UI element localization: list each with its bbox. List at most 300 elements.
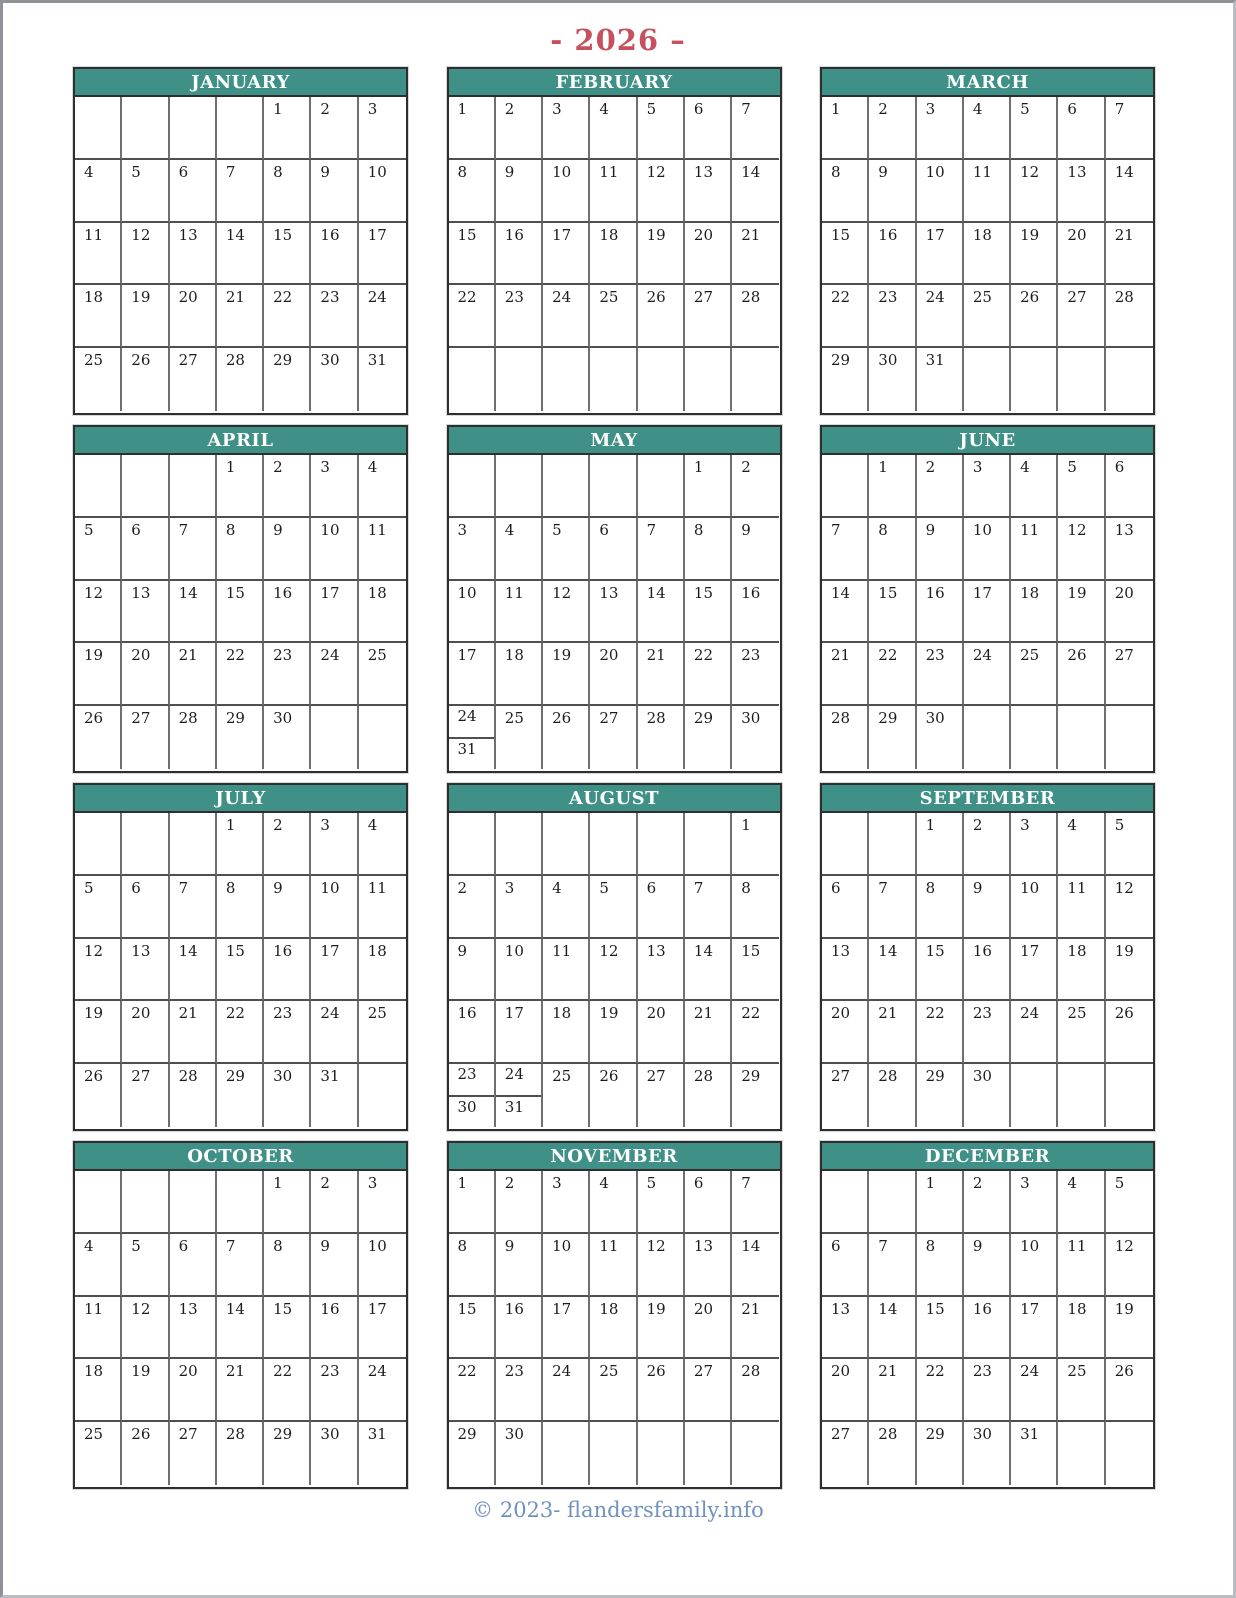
day-cell: 18 <box>1058 939 1105 1002</box>
day-cell: 30 <box>496 1422 543 1485</box>
day-cell-empty <box>638 348 685 411</box>
day-cell-empty <box>732 348 779 411</box>
day-cell: 16 <box>264 581 311 644</box>
day-cell-empty <box>75 813 122 876</box>
day-cell: 13 <box>170 1297 217 1360</box>
day-cell: 23 <box>496 285 543 348</box>
day-cell: 19 <box>590 1001 637 1064</box>
day-cell: 24 <box>359 1359 406 1422</box>
day-cell: 20 <box>122 643 169 706</box>
day-cell: 8 <box>732 876 779 939</box>
day-cell: 8 <box>449 1234 496 1297</box>
day-cell: 21 <box>869 1359 916 1422</box>
day-cell: 15 <box>685 581 732 644</box>
day-cell: 20 <box>1106 581 1153 644</box>
day-cell: 10 <box>311 876 358 939</box>
day-cell: 26 <box>1058 643 1105 706</box>
day-cell: 15 <box>917 1297 964 1360</box>
month-september <box>820 783 1155 1131</box>
day-cell: 4 <box>75 160 122 223</box>
day-cell: 20 <box>822 1359 869 1422</box>
day-cell-empty <box>1011 1064 1058 1127</box>
day-cell: 28 <box>869 1422 916 1485</box>
year-title: - 2026 – <box>550 23 686 57</box>
day-cell: 27 <box>638 1064 685 1127</box>
day-cell: 27 <box>590 706 637 769</box>
day-cell: 17 <box>359 223 406 286</box>
day-cell-empty <box>590 1422 637 1485</box>
day-cell: 15 <box>449 1297 496 1360</box>
day-cell: 16 <box>311 1297 358 1360</box>
day-cell: 7 <box>685 876 732 939</box>
day-cell: 4 <box>543 876 590 939</box>
day-cell-empty <box>449 813 496 876</box>
day-cell: 8 <box>917 1234 964 1297</box>
day-cell: 9 <box>869 160 916 223</box>
month-days-grid <box>75 1171 406 1485</box>
day-cell: 19 <box>1106 1297 1153 1360</box>
day-cell: 22 <box>685 643 732 706</box>
day-cell: 29 <box>264 348 311 411</box>
day-cell: 3 <box>496 876 543 939</box>
month-header: OCTOBER <box>75 1143 406 1171</box>
day-cell: 22 <box>869 643 916 706</box>
day-cell-split-top: 24 <box>496 1064 541 1096</box>
day-cell: 16 <box>917 581 964 644</box>
day-cell: 31 <box>917 348 964 411</box>
day-cell: 17 <box>359 1297 406 1360</box>
day-cell: 2 <box>311 97 358 160</box>
day-cell: 12 <box>1106 876 1153 939</box>
day-cell: 30 <box>264 1064 311 1127</box>
day-cell: 8 <box>264 160 311 223</box>
day-cell: 21 <box>869 1001 916 1064</box>
day-cell: 24 <box>543 1359 590 1422</box>
day-cell-empty <box>822 813 869 876</box>
day-cell-split-top: 23 <box>449 1064 494 1096</box>
day-cell: 27 <box>685 1359 732 1422</box>
month-october <box>73 1141 408 1489</box>
day-cell: 30 <box>869 348 916 411</box>
day-cell: 13 <box>122 939 169 1002</box>
day-cell: 3 <box>1011 1171 1058 1234</box>
day-cell: 12 <box>1058 518 1105 581</box>
day-cell-empty <box>122 813 169 876</box>
day-cell-split <box>496 1064 543 1127</box>
day-cell: 19 <box>122 285 169 348</box>
day-cell: 14 <box>732 1234 779 1297</box>
day-cell: 28 <box>217 1422 264 1485</box>
day-cell: 2 <box>496 97 543 160</box>
day-cell: 28 <box>217 348 264 411</box>
day-cell-empty <box>359 1064 406 1127</box>
day-cell: 14 <box>685 939 732 1002</box>
day-cell-empty <box>122 455 169 518</box>
day-cell: 24 <box>917 285 964 348</box>
day-cell-empty <box>170 97 217 160</box>
day-cell: 13 <box>685 160 732 223</box>
day-cell: 9 <box>732 518 779 581</box>
day-cell: 30 <box>964 1064 1011 1127</box>
day-cell-empty <box>590 348 637 411</box>
month-december <box>820 1141 1155 1489</box>
month-header: AUGUST <box>449 785 780 813</box>
day-cell-empty <box>732 1422 779 1485</box>
day-cell-split-bottom: 31 <box>457 739 477 758</box>
day-cell: 11 <box>75 1297 122 1360</box>
day-cell-empty <box>1106 1064 1153 1127</box>
day-cell-empty <box>1011 348 1058 411</box>
day-cell: 31 <box>367 1425 387 1444</box>
day-cell: 19 <box>638 1297 685 1360</box>
day-cell: 3 <box>359 97 406 160</box>
day-cell: 6 <box>822 1234 869 1297</box>
day-cell: 21 <box>732 1297 779 1360</box>
day-cell-empty <box>75 97 122 160</box>
copyright-footer: © 2023- flandersfamily.info <box>472 1498 764 1522</box>
day-cell-empty <box>964 706 1011 769</box>
day-cell: 4 <box>590 97 637 160</box>
day-cell: 27 <box>170 348 217 411</box>
day-cell: 10 <box>543 1234 590 1297</box>
day-cell: 25 <box>75 348 122 411</box>
day-cell: 5 <box>75 876 122 939</box>
day-cell-empty <box>122 97 169 160</box>
day-cell: 20 <box>170 285 217 348</box>
day-cell: 12 <box>1106 1234 1153 1297</box>
day-cell: 4 <box>359 813 406 876</box>
day-cell: 12 <box>122 1297 169 1360</box>
day-cell: 10 <box>1011 876 1058 939</box>
day-cell-empty <box>638 1422 685 1485</box>
months-grid <box>3 67 1233 1489</box>
day-cell-empty <box>449 348 496 411</box>
day-cell: 2 <box>496 1171 543 1234</box>
day-cell: 5 <box>122 1234 169 1297</box>
month-days-grid <box>449 813 780 1127</box>
day-cell: 14 <box>822 581 869 644</box>
day-cell-empty <box>1058 1064 1105 1127</box>
day-cell: 9 <box>311 1234 358 1297</box>
day-cell: 23 <box>964 1001 1011 1064</box>
day-cell: 19 <box>638 223 685 286</box>
day-cell-split-bottom: 31 <box>504 1097 524 1116</box>
day-cell: 15 <box>264 1297 311 1360</box>
day-cell: 30 <box>264 706 311 769</box>
day-cell: 5 <box>1106 1171 1153 1234</box>
month-november <box>447 1141 782 1489</box>
day-cell: 7 <box>170 876 217 939</box>
day-cell: 12 <box>638 1234 685 1297</box>
day-cell: 26 <box>1011 285 1058 348</box>
day-cell: 16 <box>732 581 779 644</box>
month-header: MARCH <box>822 69 1153 97</box>
day-cell-empty <box>1106 706 1153 769</box>
day-cell: 29 <box>917 1422 964 1485</box>
day-cell: 21 <box>822 643 869 706</box>
month-days-grid <box>75 813 406 1127</box>
day-cell: 4 <box>1058 1171 1105 1234</box>
day-cell: 27 <box>122 706 169 769</box>
day-cell: 19 <box>122 1359 169 1422</box>
day-cell: 23 <box>732 643 779 706</box>
day-cell: 5 <box>638 1171 685 1234</box>
day-cell: 9 <box>964 1234 1011 1297</box>
day-cell: 30 <box>311 1422 358 1485</box>
day-cell: 21 <box>170 1001 217 1064</box>
day-cell: 14 <box>869 939 916 1002</box>
day-cell: 2 <box>869 97 916 160</box>
day-cell: 9 <box>964 876 1011 939</box>
day-cell: 7 <box>217 1234 264 1297</box>
day-cell: 30 <box>741 709 761 728</box>
day-cell: 12 <box>75 939 122 1002</box>
day-cell: 1 <box>449 97 496 160</box>
day-cell: 11 <box>359 876 406 939</box>
day-cell: 19 <box>543 643 590 706</box>
month-header: NOVEMBER <box>449 1143 780 1171</box>
day-cell: 4 <box>590 1171 637 1234</box>
day-cell: 13 <box>1058 160 1105 223</box>
day-cell: 24 <box>359 285 406 348</box>
day-cell: 17 <box>1011 939 1058 1002</box>
month-days-grid <box>822 1171 1153 1485</box>
day-cell: 29 <box>449 1422 496 1485</box>
day-cell-empty <box>590 455 637 518</box>
month-january <box>73 67 408 415</box>
day-cell: 16 <box>964 939 1011 1002</box>
day-cell: 15 <box>217 939 264 1002</box>
day-cell: 22 <box>917 1001 964 1064</box>
day-cell: 6 <box>638 876 685 939</box>
day-cell: 11 <box>1011 518 1058 581</box>
day-cell: 25 <box>590 1359 637 1422</box>
month-header: MAY <box>449 427 780 455</box>
day-cell: 8 <box>685 518 732 581</box>
day-cell: 31 <box>367 351 387 370</box>
day-cell: 5 <box>122 160 169 223</box>
day-cell-empty <box>496 813 543 876</box>
day-cell-empty <box>496 455 543 518</box>
day-cell-empty <box>543 813 590 876</box>
day-cell-empty <box>822 1171 869 1234</box>
day-cell: 7 <box>1106 97 1153 160</box>
day-cell: 27 <box>822 1064 869 1127</box>
day-cell-empty <box>638 813 685 876</box>
day-cell-empty <box>964 348 1011 411</box>
day-cell-empty <box>359 706 406 769</box>
day-cell: 20 <box>170 1359 217 1422</box>
day-cell: 20 <box>822 1001 869 1064</box>
day-cell: 23 <box>869 285 916 348</box>
day-cell: 17 <box>1011 1297 1058 1360</box>
day-cell: 1 <box>264 97 311 160</box>
day-cell-empty <box>75 455 122 518</box>
day-cell: 17 <box>496 1001 543 1064</box>
day-cell: 17 <box>543 223 590 286</box>
day-cell: 25 <box>590 285 637 348</box>
day-cell-empty <box>1058 706 1105 769</box>
day-cell: 7 <box>869 876 916 939</box>
day-cell: 6 <box>170 160 217 223</box>
day-cell: 29 <box>217 706 264 769</box>
day-cell: 19 <box>1011 223 1058 286</box>
day-cell: 10 <box>449 581 496 644</box>
day-cell: 22 <box>264 1359 311 1422</box>
day-cell: 9 <box>311 160 358 223</box>
day-cell: 23 <box>264 1001 311 1064</box>
day-cell: 2 <box>732 455 779 518</box>
day-cell-empty <box>638 455 685 518</box>
day-cell: 27 <box>1106 643 1153 706</box>
day-cell: 29 <box>869 706 916 769</box>
day-cell: 6 <box>822 876 869 939</box>
month-header: JANUARY <box>75 69 406 97</box>
day-cell: 11 <box>496 581 543 644</box>
day-cell-empty <box>449 455 496 518</box>
day-cell: 6 <box>685 97 732 160</box>
day-cell: 4 <box>964 97 1011 160</box>
day-cell: 2 <box>917 455 964 518</box>
day-cell: 13 <box>1106 518 1153 581</box>
day-cell: 10 <box>964 518 1011 581</box>
day-cell: 21 <box>217 285 264 348</box>
day-cell: 20 <box>685 223 732 286</box>
day-cell-empty <box>217 1171 264 1234</box>
day-cell: 28 <box>822 706 869 769</box>
month-days-grid <box>449 1171 780 1485</box>
day-cell: 10 <box>917 160 964 223</box>
day-cell: 2 <box>964 1171 1011 1234</box>
day-cell: 25 <box>964 285 1011 348</box>
day-cell: 22 <box>449 1359 496 1422</box>
day-cell: 10 <box>359 1234 406 1297</box>
day-cell: 21 <box>1106 223 1153 286</box>
day-cell: 5 <box>590 876 637 939</box>
day-cell: 22 <box>217 1001 264 1064</box>
day-cell: 10 <box>311 518 358 581</box>
day-cell: 4 <box>496 518 543 581</box>
day-cell: 7 <box>732 97 779 160</box>
day-cell: 17 <box>311 939 358 1002</box>
day-cell: 1 <box>217 455 264 518</box>
day-cell: 6 <box>1058 97 1105 160</box>
day-cell-empty <box>75 1171 122 1234</box>
day-cell: 26 <box>590 1064 637 1127</box>
day-cell: 18 <box>75 285 122 348</box>
day-cell: 10 <box>543 160 590 223</box>
month-august <box>447 783 782 1131</box>
day-cell: 28 <box>732 285 779 348</box>
day-cell: 7 <box>732 1171 779 1234</box>
day-cell: 18 <box>543 1001 590 1064</box>
month-header: APRIL <box>75 427 406 455</box>
day-cell: 15 <box>732 939 779 1002</box>
day-cell: 2 <box>449 876 496 939</box>
day-cell-empty <box>869 1171 916 1234</box>
day-cell: 21 <box>170 643 217 706</box>
day-cell: 14 <box>638 581 685 644</box>
day-cell: 13 <box>590 581 637 644</box>
day-cell: 13 <box>822 1297 869 1360</box>
day-cell: 18 <box>590 223 637 286</box>
day-cell-empty <box>869 813 916 876</box>
day-cell: 13 <box>638 939 685 1002</box>
day-cell: 14 <box>732 160 779 223</box>
day-cell: 21 <box>732 223 779 286</box>
day-cell: 28 <box>170 706 217 769</box>
day-cell: 3 <box>449 518 496 581</box>
day-cell: 1 <box>449 1171 496 1234</box>
day-cell-empty <box>1058 348 1105 411</box>
day-cell: 21 <box>638 643 685 706</box>
day-cell: 12 <box>638 160 685 223</box>
day-cell: 21 <box>217 1359 264 1422</box>
day-cell: 12 <box>1011 160 1058 223</box>
day-cell: 8 <box>264 1234 311 1297</box>
day-cell: 23 <box>311 285 358 348</box>
day-cell-empty <box>170 1171 217 1234</box>
day-cell: 20 <box>590 643 637 706</box>
day-cell: 11 <box>1058 876 1105 939</box>
month-february <box>447 67 782 415</box>
day-cell: 29 <box>741 1067 761 1086</box>
day-cell-empty <box>590 813 637 876</box>
day-cell: 20 <box>685 1297 732 1360</box>
day-cell-empty <box>1058 1422 1105 1485</box>
day-cell: 8 <box>217 876 264 939</box>
day-cell: 15 <box>264 223 311 286</box>
day-cell: 3 <box>964 455 1011 518</box>
day-cell: 24 <box>311 1001 358 1064</box>
day-cell: 5 <box>1058 455 1105 518</box>
day-cell: 10 <box>1011 1234 1058 1297</box>
day-cell: 12 <box>122 223 169 286</box>
day-cell: 29 <box>685 706 732 769</box>
day-cell: 20 <box>122 1001 169 1064</box>
day-cell: 6 <box>685 1171 732 1234</box>
month-march <box>820 67 1155 415</box>
day-cell: 6 <box>170 1234 217 1297</box>
day-cell-empty <box>543 455 590 518</box>
day-cell: 26 <box>122 1422 169 1485</box>
day-cell: 18 <box>1011 581 1058 644</box>
day-cell: 2 <box>311 1171 358 1234</box>
month-april <box>73 425 408 773</box>
day-cell: 29 <box>264 1422 311 1485</box>
month-days-grid <box>822 813 1153 1127</box>
month-days-grid <box>822 97 1153 411</box>
day-cell-empty <box>217 97 264 160</box>
day-cell: 23 <box>264 643 311 706</box>
day-cell: 14 <box>1106 160 1153 223</box>
day-cell: 25 <box>359 1001 406 1064</box>
day-cell: 3 <box>543 1171 590 1234</box>
day-cell: 1 <box>869 455 916 518</box>
day-cell: 23 <box>964 1359 1011 1422</box>
day-cell-split <box>449 1064 496 1127</box>
day-cell: 29 <box>917 1064 964 1127</box>
day-cell: 17 <box>917 223 964 286</box>
day-cell: 23 <box>311 1359 358 1422</box>
day-cell: 26 <box>75 1064 122 1127</box>
day-cell: 22 <box>822 285 869 348</box>
day-cell: 25 <box>496 706 543 769</box>
month-days-grid <box>75 455 406 769</box>
day-cell: 4 <box>1058 813 1105 876</box>
day-cell: 20 <box>638 1001 685 1064</box>
day-cell: 28 <box>1106 285 1153 348</box>
